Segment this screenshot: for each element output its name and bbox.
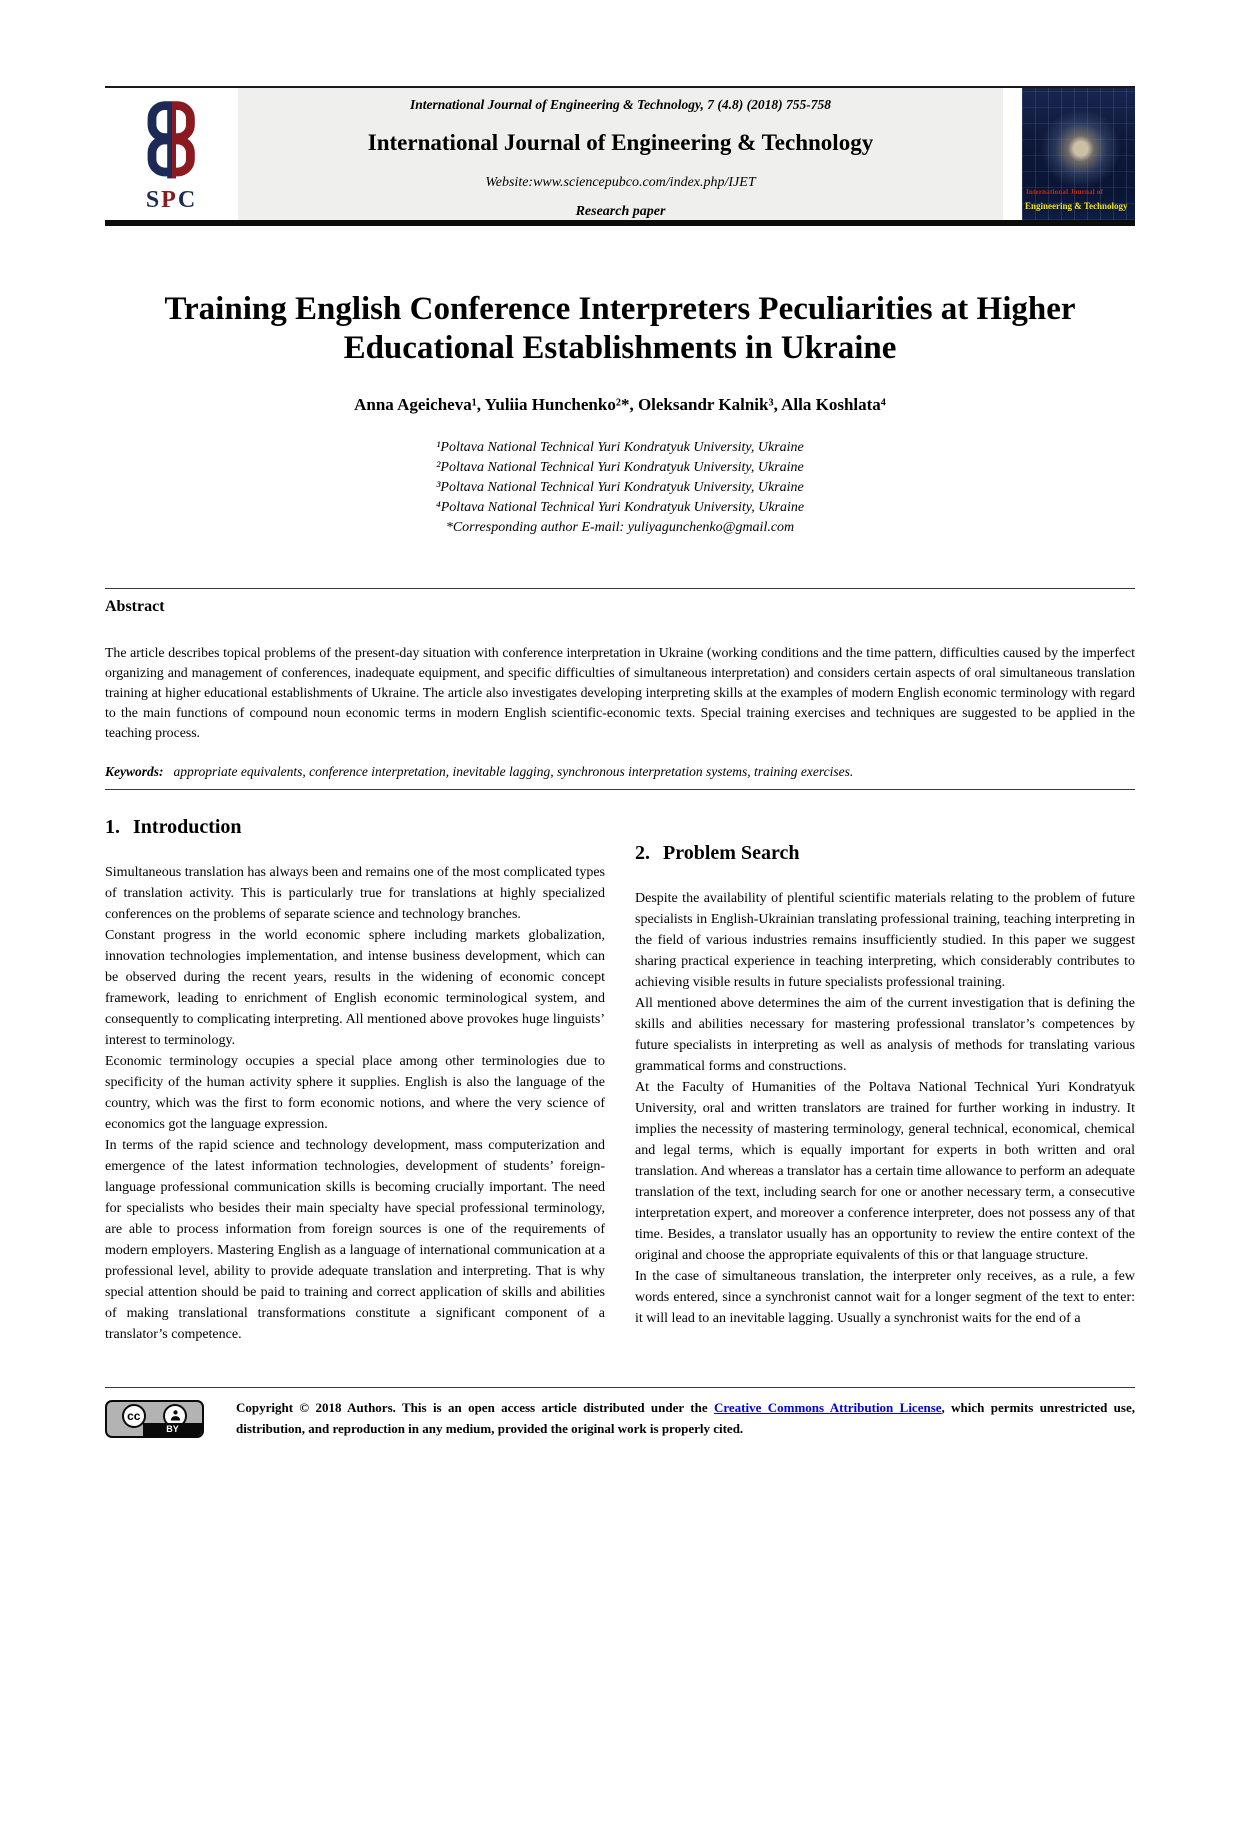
keywords-label: Keywords: bbox=[105, 763, 164, 779]
abstract-text: The article describes topical problems of the present-day situation with conference interpretation in Ukraine (working conditions and the time pattern, difficulties caused by the imperfect organizing and management of conferences, inadequate equipment, and specific difficulties of simultaneous interpretation) and considers certain aspects of oral simultaneous translation training at higher educational establishments of Ukraine. The article also investigates developing interpreting skills at the examples of modern English economic terminology with regard to the main functions of compound noun economic terms in modern English scientific-economic texts. Special training exercises and techniques are suggested to be applied in the teaching process. bbox=[105, 644, 1135, 740]
problem-paragraph-1: Despite the availability of plentiful scientific materials relating to the problem of future specialists in English-Ukrainian translating professional training, teaching interpreting in the field of various industries remains insufficiently studied. In this paper we suggest sharing practical experience in teaching interpreting, which considerably contributes to achieving visible results in future specialists professional training. bbox=[635, 890, 1135, 990]
paper-type-label: Research paper bbox=[575, 204, 666, 219]
license-link[interactable]: Creative Commons Attribution License bbox=[713, 1399, 942, 1415]
by-label: BY bbox=[143, 1423, 202, 1436]
problem-paragraph-4: In the case of simultaneous translation, the interpreter only receives, as a rule, a few words entered, since a synchronist cannot wait for a longer segment of the text to enter: it will lead to an inevitable lagging. Usually a synchronist waits for the end of a bbox=[635, 1268, 1135, 1326]
affiliations-block bbox=[105, 438, 1135, 538]
publisher-logo-text: SPC bbox=[145, 187, 198, 213]
problem-paragraph-3: At the Faculty of Humanities of the Poltava National Technical Yuri Kondratyuk University, oral and written translators are trained for further working in industry. It implies the necessity of mastering terminology, general technical, economical, chemical and legal terms, which is equally important for experts in both written and oral translation. And whereas a translator has a certain time allowance to perform an adequate translation of the text, including search for one or another necessary term, a consecutive interpretation expert, and moreover a conference interpreter, does not possess any of that time. Besides, a translator usually has an opportunity to review the entire context of the original and choose the appropriate equivalents of this or that language structure. bbox=[635, 1079, 1135, 1263]
intro-paragraph-3: Economic terminology occupies a special place among other terminologies due to specificity of the human activity sphere it supplies. English is also the language of the country, which was the first to form economic notions, and where the very science of economics got the language expression. bbox=[105, 1053, 605, 1132]
cc-by-badge bbox=[105, 1400, 204, 1438]
license-footer bbox=[105, 1387, 1135, 1440]
right-column bbox=[635, 816, 1135, 1345]
cover-title-line2: Engineering & Technology bbox=[1025, 201, 1128, 211]
publisher-logo bbox=[105, 88, 238, 220]
corresponding-author-line: *Corresponding author E-mail: yuliyagunchenko@gmail.com bbox=[445, 519, 795, 535]
journal-title: International Journal of Engineering & Technology bbox=[367, 130, 874, 155]
keywords-line bbox=[105, 764, 1135, 790]
section-title: Problem Search bbox=[663, 841, 800, 864]
copyright-text bbox=[236, 1398, 1135, 1440]
intro-paragraph-4: In terms of the rapid science and technology development, mass computerization and emergence of the latest information technologies, development of students’ foreign-language professional communication skills is becoming crucially important. The need for specialists who besides their main specialty have special professional terminology, are able to process information from foreign sources is one of the requirements of modern employers. Mastering English as a language of international communication at a professional level, ability to provide adequate translation and interpreting. That is why special attention should be paid to training and correct application of skills and abilities of making translational transformations constitute a significant component of a translator’s competence. bbox=[105, 1137, 605, 1342]
cc-icon-text: cc bbox=[127, 1408, 141, 1423]
journal-masthead bbox=[238, 88, 1003, 220]
section-heading-introduction bbox=[105, 816, 605, 839]
affiliation-2: ²Poltava National Technical Yuri Kondratyuk University, Ukraine bbox=[436, 459, 804, 475]
section-heading-problem-search bbox=[635, 842, 1135, 865]
section-number: 1. bbox=[105, 815, 120, 838]
intro-paragraph-1: Simultaneous translation has always been and remains one of the most complicated types of translation activity. This is particularly true for translations at highly specialized conferences on the problems of separate science and technology branches. bbox=[105, 864, 605, 922]
copyright-prefix: Copyright © 2018 Authors. This is an open access article distributed under the bbox=[236, 1399, 714, 1415]
intro-paragraph-2: Constant progress in the world economic sphere including markets globalization, innovation technologies implementation, and intense business development, which can be observed during the recent years, results in the widening of economic concept framework, leading to enrichment of English economic terminological system, and consequently to complicating interpreting. All mentioned above provokes huge linguists’ interest to terminology. bbox=[105, 927, 605, 1048]
journal-cover-thumbnail bbox=[1022, 88, 1135, 220]
journal-citation: International Journal of Engineering & Technology, 7 (4.8) (2018) 755-758 bbox=[410, 97, 831, 112]
abstract-heading: Abstract bbox=[105, 597, 165, 615]
affiliation-1: ¹Poltava National Technical Yuri Kondratyuk University, Ukraine bbox=[436, 439, 804, 455]
left-column bbox=[105, 816, 605, 1345]
abstract-section bbox=[105, 588, 1135, 790]
section-title: Introduction bbox=[133, 815, 242, 838]
header-gap bbox=[1003, 88, 1022, 220]
affiliation-4: ⁴Poltava National Technical Yuri Kondratyuk University, Ukraine bbox=[435, 499, 805, 515]
journal-header bbox=[105, 86, 1135, 226]
body-columns bbox=[105, 816, 1135, 1345]
journal-website[interactable]: Website:www.sciencepubco.com/index.php/IJET bbox=[485, 175, 756, 190]
affiliation-3: ³Poltava National Technical Yuri Kondratyuk University, Ukraine bbox=[436, 479, 804, 495]
article-title: Training English Conference Interpreters Peculiarities at Higher Educational Establishments in Ukraine bbox=[164, 291, 1076, 366]
copyright-suffix: , which permits unrestricted use, distribution, and reproduction in any medium, provided the original work is properly cited. bbox=[236, 1399, 1135, 1436]
spc-logo-icon bbox=[140, 94, 204, 186]
authors-line: Anna Ageicheva¹, Yuliia Hunchenko²*, Oleksandr Kalnik³, Alla Koshlata⁴ bbox=[354, 394, 886, 414]
paper-page bbox=[0, 86, 1240, 1439]
keywords-text: appropriate equivalents, conference interpretation, inevitable lagging, synchronous interpretation systems, training exercises. bbox=[173, 763, 854, 779]
cover-title-line1: International Journal of bbox=[1026, 188, 1104, 196]
section-number: 2. bbox=[635, 841, 650, 864]
problem-paragraph-2: All mentioned above determines the aim of the current investigation that is defining the skills and abilities necessary for mastering professional translator’s competences by future specialists in interpreting as well as analysis of methods for translating various grammatical forms and constructions. bbox=[635, 995, 1135, 1074]
